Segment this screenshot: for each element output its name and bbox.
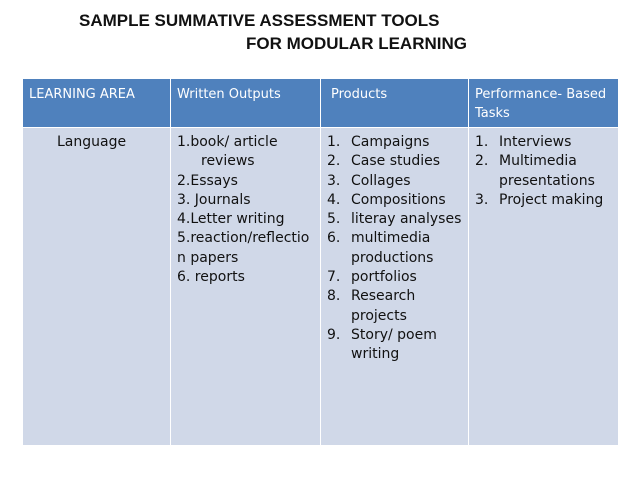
cell-products xyxy=(321,128,469,446)
written-output-item: 2.Essays xyxy=(177,172,238,189)
performance-tasks-list xyxy=(475,133,613,210)
list-item: 1. Interviews xyxy=(475,134,572,150)
header-products: Products xyxy=(321,79,469,128)
list-item: 2. Case studies xyxy=(327,153,441,170)
title-line-1: SAMPLE SUMMATIVE ASSESSMENT TOOLS xyxy=(79,11,440,30)
written-output-item: 1.book/ article xyxy=(177,134,278,150)
written-output-item: 6. reports xyxy=(177,269,245,286)
written-output-item: n papers xyxy=(177,249,239,266)
table-header-row xyxy=(23,79,619,128)
written-output-item: 5.reaction/reflectio xyxy=(177,230,310,247)
list-item: 3. Collages xyxy=(327,172,411,189)
assessment-tools-table xyxy=(22,78,619,446)
list-item: 2. Multimedia presentations xyxy=(475,153,595,189)
list-item: 6. multimedia productions xyxy=(327,230,434,266)
written-output-item: 4.Letter writing xyxy=(177,211,285,228)
list-item: 7. portfolios xyxy=(327,269,417,286)
products-list xyxy=(327,133,463,365)
cell-learning-area: Language xyxy=(23,128,171,446)
list-item: 5. literay analyses xyxy=(327,211,462,228)
list-item: 1. Campaigns xyxy=(327,134,430,150)
header-written-outputs: Written Outputs xyxy=(171,79,321,128)
list-item: 8. Research projects xyxy=(327,288,416,324)
list-item: 9. Story/ poem writing xyxy=(327,326,437,363)
header-performance-based-tasks: Performance- Based Tasks xyxy=(469,79,619,128)
written-output-item: 3. Journals xyxy=(177,191,251,208)
cell-performance-tasks xyxy=(469,128,619,446)
cell-written-outputs xyxy=(171,128,321,446)
table-row xyxy=(23,128,619,446)
list-item: 4. Compositions xyxy=(327,191,446,208)
header-learning-area: LEARNING AREA xyxy=(23,79,171,128)
title-line-2: FOR MODULAR LEARNING xyxy=(246,34,467,53)
written-output-item: reviews xyxy=(201,153,255,170)
list-item: 3. Project making xyxy=(475,191,604,208)
